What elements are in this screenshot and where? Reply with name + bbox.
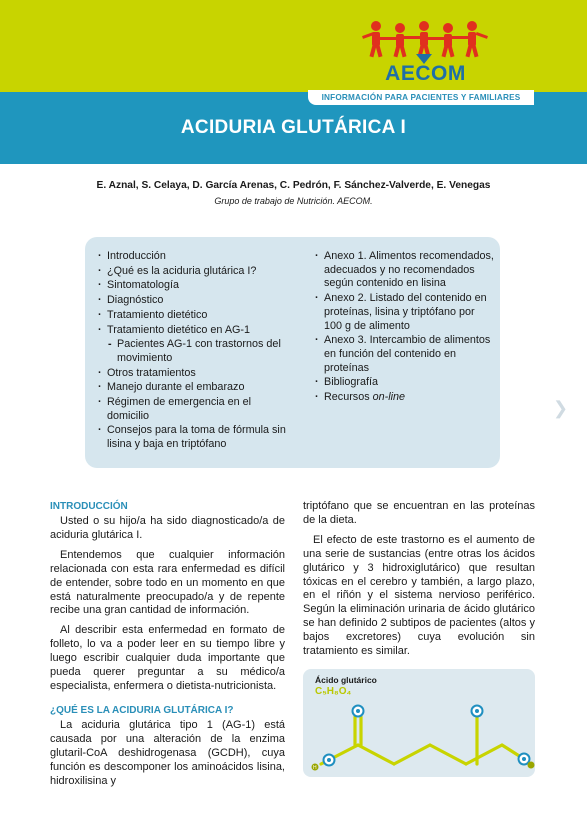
paragraph: triptófano que se encuentran en las proteínas de la dieta.	[303, 500, 535, 526]
toc-item[interactable]: · Anexo 2. Listado del contenido en proteínas, lisina y triptófano por 100 g de alimento	[315, 292, 495, 333]
toc-item[interactable]: · Régimen de emergencia en el domicilio	[98, 396, 293, 423]
paragraph: Al describir esta enfermedad en formato de folleto, lo va a poder leer en su tiempo libre y luego escribir cualquier duda importante que pueda querer preguntar a su médico/a especialista, enfermera o dietista-nutricionista.	[50, 624, 285, 692]
section-heading-intro: INTRODUCCIÓN	[50, 501, 128, 512]
toc-item[interactable]: · Tratamiento dietético	[98, 309, 293, 323]
section-heading-what-is: ¿QUÉ ES LA ACIDURIA GLUTÁRICA I?	[50, 704, 234, 716]
paragraph: El efecto de este trastorno es el aumento de una serie de sustancias (entre otras los ácidos glutárico y 3 hidroxiglutárico) que resultan tóxicas en el cerebro y también, a largo plazo, en el riñón y el sistema nervioso periférico. Según la eliminación urinaria de ácido glutárico se han definido 2 subtipos de pacientes (altos y bajos excretores) cuya evolución sin tratamiento es similar.	[303, 533, 535, 658]
toc-subitem[interactable]: - Pacientes AG-1 con trastornos del movimiento	[98, 338, 293, 365]
toc-item[interactable]: · Recursos on-line	[315, 391, 495, 405]
table-of-contents	[85, 237, 500, 468]
logo-wordmark: AECOM	[385, 62, 466, 85]
toc-item[interactable]: · Otros tratamientos	[98, 367, 293, 381]
header-band	[0, 0, 587, 92]
working-group: Grupo de trabajo de Nutrición. AECOM.	[214, 196, 373, 206]
toc-item[interactable]: · Sintomatología	[98, 279, 293, 293]
hydrogen-label: H	[313, 765, 317, 771]
toc-column-2	[315, 250, 495, 406]
toc-item[interactable]: · Introducción	[98, 250, 293, 264]
column-right	[303, 500, 535, 665]
info-strip-label: INFORMACIÓN PARA PACIENTES Y FAMILIARES	[321, 93, 521, 102]
paragraph: La aciduria glutárica tipo 1 (AG-1) está causada por una alteración de la enzima glutaril-CoA deshidrogenasa (GCDH), cuya función es descomponer los aminoácidos lisina, hidroxilisina y	[50, 718, 285, 787]
toc-item[interactable]: · Consejos para la toma de fórmula sin lisina y baja en triptófano	[98, 424, 293, 451]
figure-title: Ácido glutárico	[315, 675, 377, 685]
toc-item[interactable]: · Bibliografía	[315, 376, 495, 390]
toc-item[interactable]: · ¿Qué es la aciduria glutárica I?	[98, 265, 293, 279]
toc-item[interactable]: · Diagnóstico	[98, 294, 293, 308]
toc-item[interactable]: · Tratamiento dietético en AG-1	[98, 324, 293, 338]
info-strip	[308, 90, 534, 105]
page-title: ACIDURIA GLUTÁRICA I	[180, 117, 407, 138]
paragraph: Usted o su hijo/a ha sido diagnosticado/a de aciduria glutárica I.	[50, 515, 285, 541]
figure-formula: C₅H₈O₄	[315, 686, 352, 697]
column-left	[50, 500, 285, 794]
toc-column-1	[98, 250, 293, 453]
glutaric-acid-figure	[303, 669, 535, 777]
next-page-chevron-icon[interactable]: ❯	[553, 398, 569, 418]
authors: E. Aznal, S. Celaya, D. García Arenas, C. Pedrón, F. Sánchez-Valverde, E. Venegas	[96, 180, 491, 191]
toc-item[interactable]: · Anexo 1. Alimentos recomendados, adecuados y no recomendados según contenido en lisina	[315, 250, 495, 291]
hydrogen-atom	[312, 762, 535, 771]
toc-item[interactable]: · Anexo 3. Intercambio de alimentos en función del contenido en proteínas	[315, 334, 495, 375]
toc-item[interactable]: · Manejo durante el embarazo	[98, 381, 293, 395]
paragraph: Entendemos que cualquier información relacionada con esta rara enfermedad es difícil de entender, sobre todo en un momento en que está naturalmente preocupado/a y de repente recibe una gran cantidad de información.	[50, 548, 285, 617]
